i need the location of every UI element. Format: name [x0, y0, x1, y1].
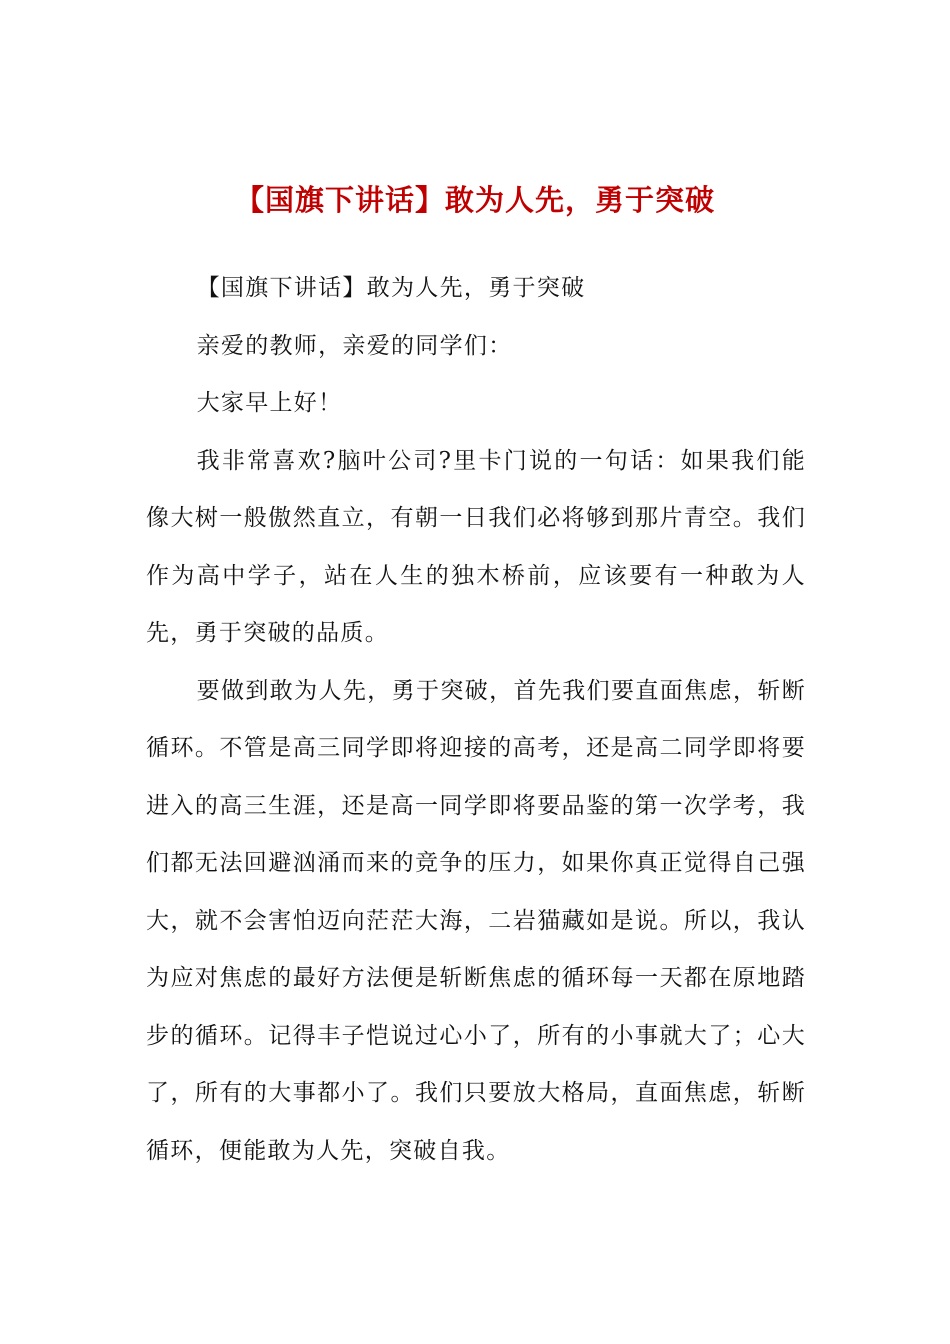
paragraph-main: 要做到敢为人先，勇于突破，首先我们要直面焦虑，斩断循环。不管是高三同学即将迎接的高考，还是高二同学即将要进入的高三生涯，还是高一同学即将要品鉴的第一次学考，我们都无法回避汹涌而来的竞争的压力，如果你真正觉得自己强大，就不会害怕迈向茫茫大海，二岩猫藏如是说。所以，我认为应对焦虑的最好方法便是斩断焦虑的循环每一天都在原地踏步的循环。记得丰子恺说过心小了，所有的小事就大了；心大了，所有的大事都小了。我们只要放大格局，直面焦虑，斩断循环，便能敢为人先，突破自我。: [146, 677, 806, 1164]
paragraph-heading-repeat: 【国旗下讲话】敢为人先，勇于突破: [196, 275, 586, 301]
paragraph-intro: 我非常喜欢?脑叶公司?里卡门说的一句话：如果我们能像大树一般傲然直立，有朝一日我们必将够到那片青空。我们作为高中学子，站在人生的独木桥前，应该要有一种敢为人先，勇于突破的品质。: [146, 447, 806, 646]
paragraph-salutation: 亲爱的教师，亲爱的同学们：: [196, 332, 513, 359]
paragraph-greeting: 大家早上好！: [196, 390, 343, 416]
document-body: [146, 260, 806, 1180]
document-title: 【国旗下讲话】敢为人先，勇于突破: [234, 183, 715, 217]
